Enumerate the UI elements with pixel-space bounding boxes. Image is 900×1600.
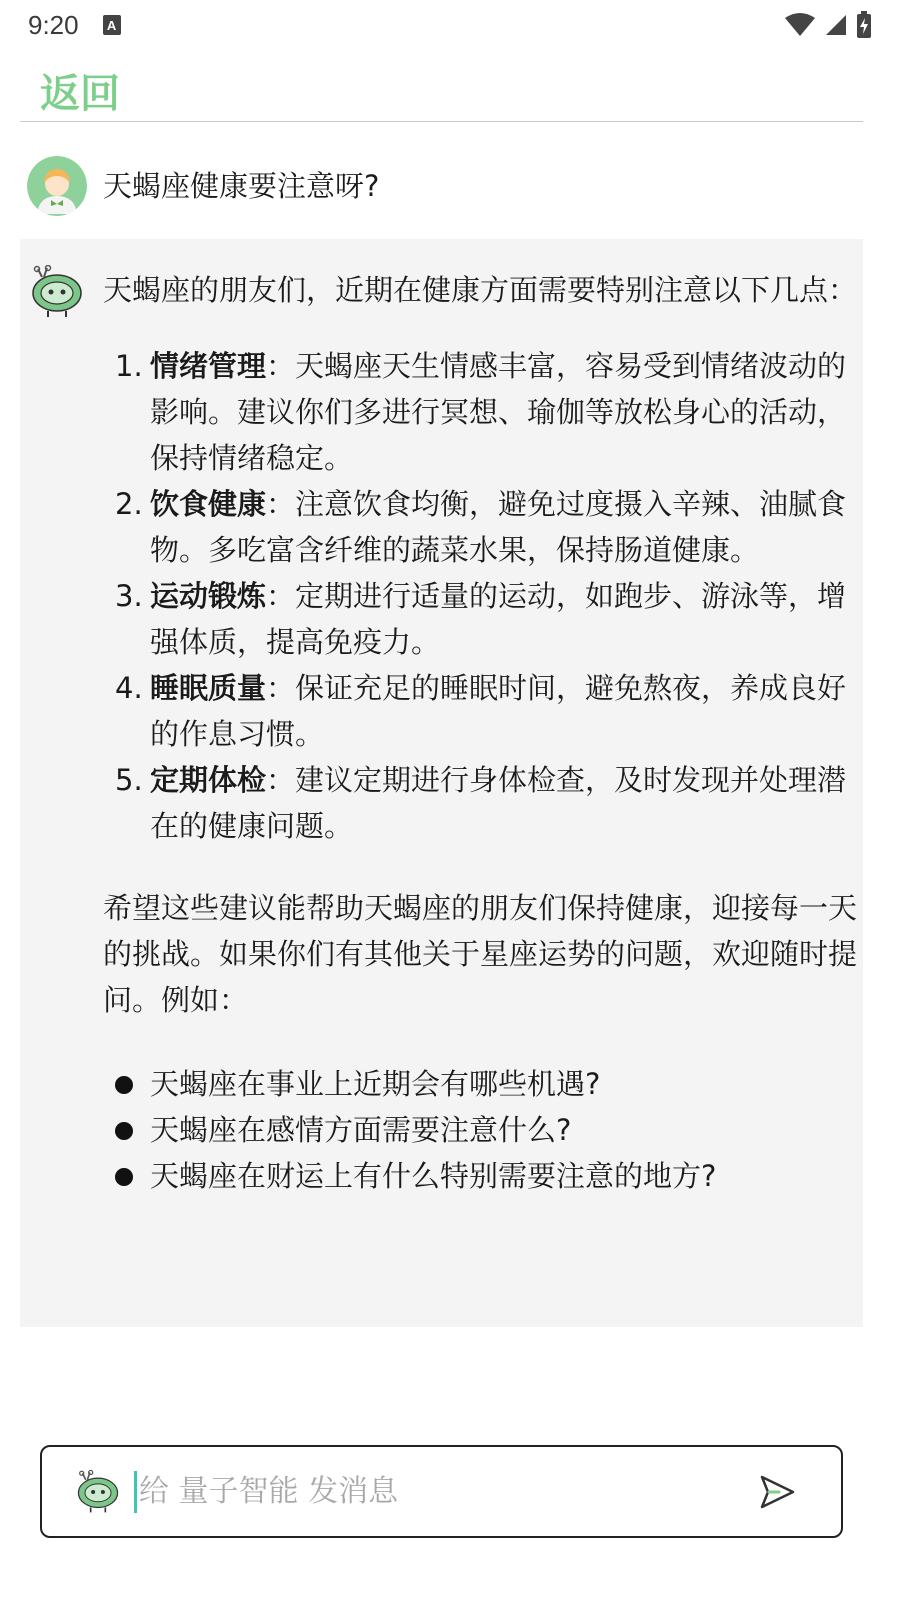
status-icons <box>784 11 872 39</box>
list-item <box>103 757 858 849</box>
header-bar <box>20 60 863 122</box>
text-cursor <box>134 1471 137 1513</box>
list-item-number: 4. <box>115 671 143 705</box>
cellular-signal-icon <box>824 13 848 37</box>
list-item-title: 情绪管理 <box>150 349 267 383</box>
list-item-title: 睡眠质量 <box>150 671 267 705</box>
send-icon[interactable] <box>757 1472 797 1512</box>
list-item-number: 1. <box>115 349 143 383</box>
message-input-bar <box>40 1445 843 1538</box>
list-item-title: 运动锻炼 <box>150 579 267 613</box>
list-item <box>103 343 858 481</box>
user-message-row <box>27 156 379 216</box>
robot-avatar-icon <box>30 265 84 319</box>
list-item-title: 饮食健康 <box>150 487 267 521</box>
notification-a-icon: A <box>103 15 121 35</box>
list-item-text: ：保证充足的睡眠时间，避免熬夜，养成良好的作息习惯。 <box>150 671 847 751</box>
message-input[interactable] <box>139 1474 699 1509</box>
suggested-question-text: 天蝎座在财运上有什么特别需要注意的地方? <box>150 1159 717 1193</box>
back-button[interactable]: 返回 <box>40 71 120 117</box>
list-item-text: ：建议定期进行身体检查，及时发现并处理潜在的健康问题。 <box>150 763 847 843</box>
bot-message-bubble <box>20 239 863 1327</box>
suggested-questions-list <box>103 1061 858 1199</box>
suggested-question-item[interactable] <box>103 1107 858 1153</box>
list-item <box>103 573 858 665</box>
bullet-dot-icon <box>115 1122 133 1140</box>
list-item-text: ：定期进行适量的运动，如跑步、游泳等，增强体质，提高免疫力。 <box>150 579 847 659</box>
suggested-question-text: 天蝎座在感情方面需要注意什么? <box>150 1113 572 1147</box>
list-item-number: 2. <box>115 487 143 521</box>
list-item-text: ：天蝎座天生情感丰富，容易受到情绪波动的影响。建议你们多进行冥想、瑜伽等放松身心的活动，保持情绪稳定。 <box>150 349 847 475</box>
bot-closing-text: 希望这些建议能帮助天蝎座的朋友们保持健康，迎接每一天的挑战。如果你们有其他关于星座运势的问题，欢迎随时提问。例如： <box>103 891 858 1017</box>
bullet-dot-icon <box>115 1168 133 1186</box>
bot-intro-text: 天蝎座的朋友们，近期在健康方面需要特别注意以下几点： <box>103 273 858 307</box>
list-item-number: 5. <box>115 763 143 797</box>
robot-icon <box>76 1470 120 1514</box>
list-item-text: ：注意饮食均衡，避免过度摄入辛辣、油腻食物。多吃富含纤维的蔬菜水果，保持肠道健康。 <box>150 487 847 567</box>
user-avatar-icon <box>27 156 87 216</box>
list-item <box>103 665 858 757</box>
health-tips-list <box>103 343 858 849</box>
list-item <box>103 481 858 573</box>
list-item-title: 定期体检 <box>150 763 267 797</box>
status-time: 9:20 <box>28 9 79 40</box>
suggested-question-text: 天蝎座在事业上近期会有哪些机遇? <box>150 1067 601 1101</box>
wifi-icon <box>784 12 816 38</box>
list-item-number: 3. <box>115 579 143 613</box>
bot-message-content <box>103 267 858 1199</box>
status-bar <box>0 0 900 50</box>
suggested-question-item[interactable] <box>103 1153 858 1199</box>
bullet-dot-icon <box>115 1076 133 1094</box>
suggested-question-item[interactable] <box>103 1061 858 1107</box>
user-message-text: 天蝎座健康要注意呀? <box>103 169 380 203</box>
battery-charging-icon <box>856 11 872 39</box>
